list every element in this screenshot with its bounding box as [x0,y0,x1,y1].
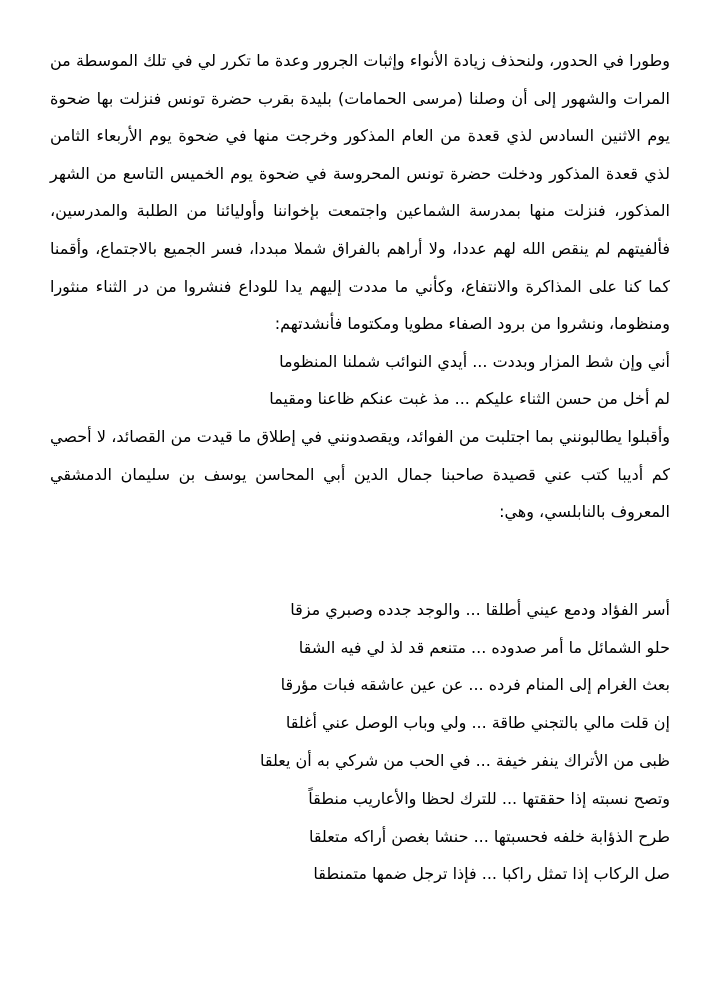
poem-line: وتصح نسبته إذا حققتها ... للترك لحظا والأعاريب منطقاً [308,788,670,808]
poem-line: أسر الفؤاد ودمع عيني أطلقا ... والوجد جدده وصبري مزقا [290,599,670,619]
verse-line: أني وإن شط المزار وبددت ... أيدي النوائب شملنا المنظوما [279,351,670,371]
poem-line: إن قلت مالي بالتجني طاقة ... ولي وباب الوصل عني أغلقا [285,713,670,733]
poem-line: ظبى من الأتراك ينفر خيفة ... في الحب من شركي به أن يعلقا [260,750,670,770]
verse-block-1 [50,343,670,418]
poem-line: طرح الذؤابة خلفه فحسبتها ... حنشا بغصن أراكه متعلقا [308,826,670,846]
document-page [50,42,670,893]
poem-line: بعث الغرام إلى المنام فرده ... عن عين عاشقه فبات مؤرقا [280,675,670,695]
poem-line: صل الركاب إذا تمثل راكبا ... فإذا ترجل ضمها متمنطقا [313,864,670,884]
blank-space [50,531,670,591]
verse-line: لم أخل من حسن الثناء عليكم ... مذ غبت عنكم ظاعنا ومقيما [269,389,670,409]
prose-paragraph-1: وطورا في الحدور، ولنحذف زيادة الأنواء وإثبات الجرور وعدة ما تكرر لي في تلك الموسطة من المرات والشهور إلى أن وصلنا (مرسى الحمامات) بليدة بقرب حضرة تونس فنزلت بها ضحوة يوم الاثنين السادس لذي قعدة من العام المذكور وخرجت منها في ضحوة يوم الأربعاء الثامن لذي قعدة المذكور ودخلت حضرة تونس المحروسة في ضحوة يوم الخميس التاسع من الشهر المذكور، فنزلت منها بمدرسة الشماعين واجتمعت بإخواننا وأوليائنا من الطلبة والمدرسين، فألفيتهم لم ينقص الله لهم عددا، ولا أراهم بالفراق شملا مبددا، فسر الجميع بالاجتماع، وأقمنا كما كنا على المذاكرة والانتفاع، وكأني ما مددت إليهم يدا للوداع فنشروا من در الثناء منثورا ومنظوما، ونشروا من برود الصفاء مطويا ومكتوما فأنشدتهم: [50,51,670,334]
poem-line: حلو الشمائل ما أمر صدوده ... متنعم قد لذ لي فيه الشقا [298,637,670,657]
prose-paragraph-2: وأقبلوا يطالبونني بما اجتلبت من الفوائد، ويقصدونني في إطلاق ما قيدت من القصائد، لا أحصي كم أديبا كتب عني قصيدة صاحبنا جمال الدين أبي المحاسن يوسف بن سليمان الدمشقي المعروف بالنابلسي، وهي: [50,426,670,522]
poem-block [50,591,670,893]
